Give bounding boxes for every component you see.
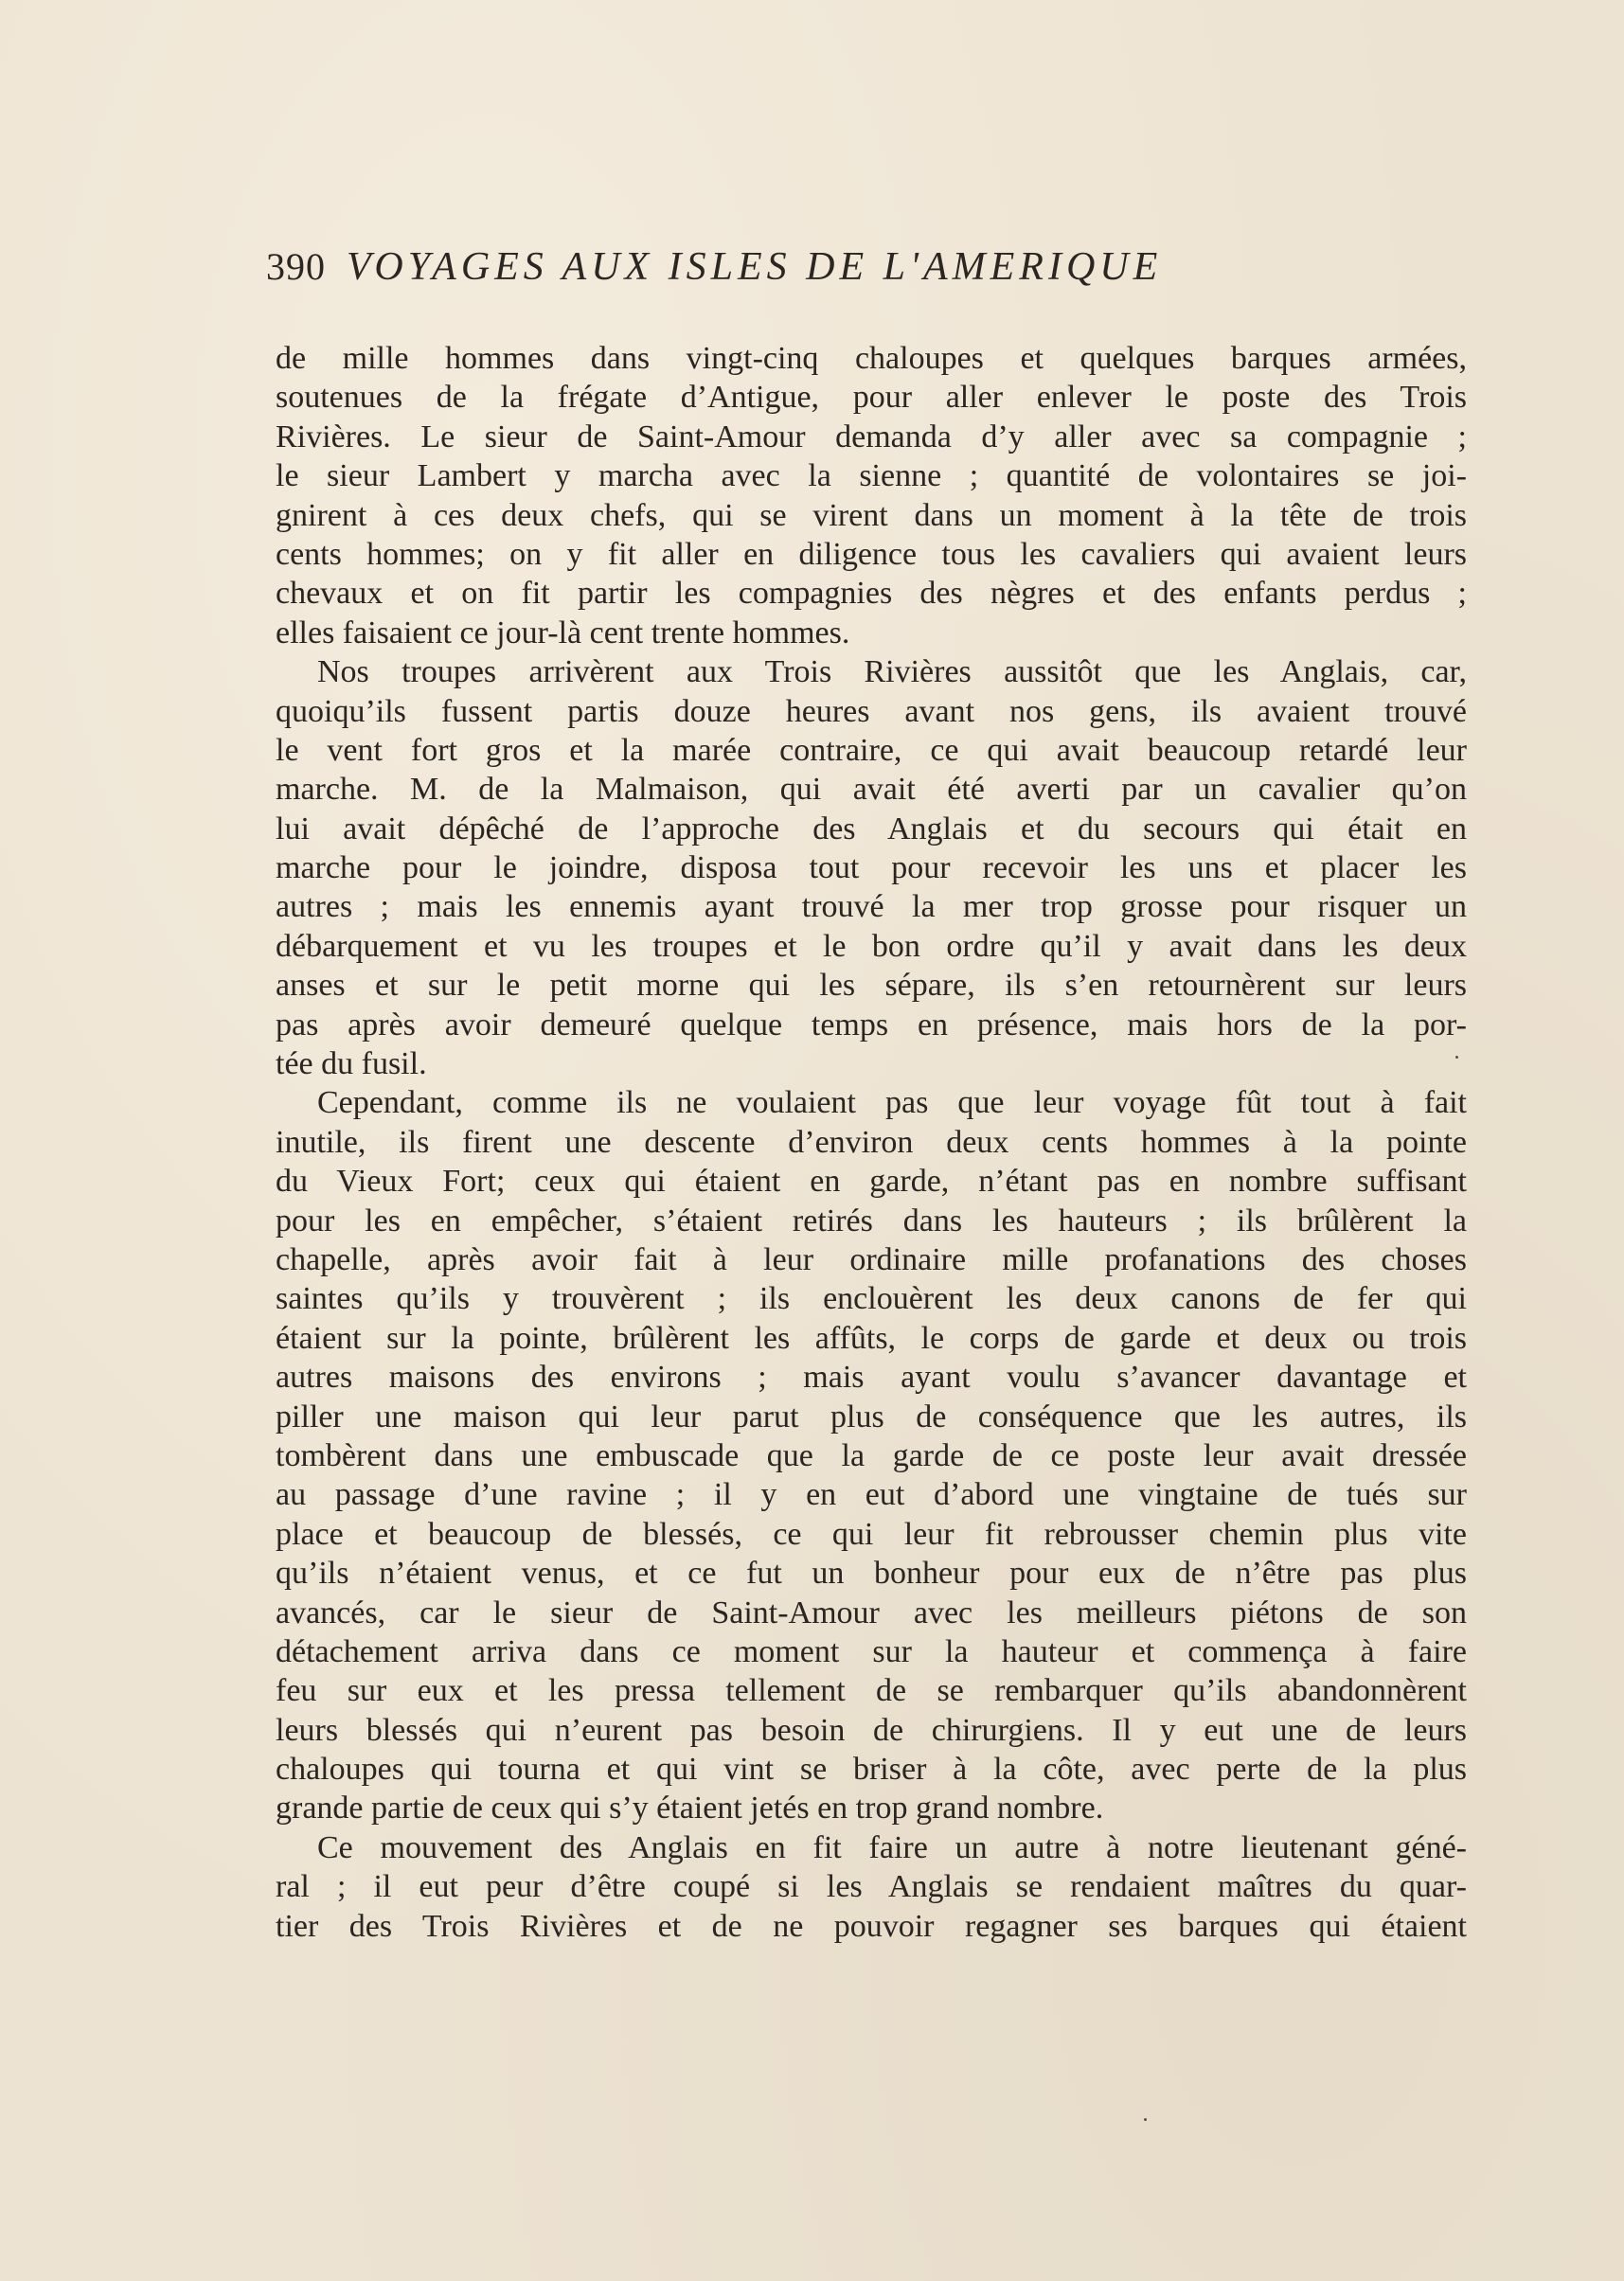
text-line: cents hommes; on y fit aller en diligence tous les cavaliers qui avaient leurs bbox=[276, 536, 1467, 572]
text-line: avancés, car le sieur de Saint-Amour avec les meilleurs piétons de son bbox=[276, 1595, 1467, 1631]
text-line: débarquement et vu les troupes et le bon ordre qu’il y avait dans les deux bbox=[276, 928, 1467, 964]
text-line: Ce mouvement des Anglais en fit faire un autre à notre lieutenant géné- bbox=[317, 1829, 1467, 1865]
text-line: anses et sur le petit morne qui les sépare, ils s’en retournèrent sur leurs bbox=[276, 968, 1467, 1004]
text-line: le vent fort gros et la marée contraire, ce qui avait beaucoup retardé leur bbox=[276, 732, 1467, 768]
text-line: autres maisons des environs ; mais ayant voulu s’avancer davantage et bbox=[276, 1360, 1467, 1396]
text-line: détachement arriva dans ce moment sur la hauteur et commença à faire bbox=[276, 1633, 1467, 1669]
text-line: elles faisaient ce jour-là cent trente hommes. bbox=[276, 615, 850, 650]
text-line: saintes qu’ils y trouvèrent ; ils enclouèrent les deux canons de fer qui bbox=[276, 1281, 1467, 1317]
text-line: tée du fusil. bbox=[276, 1046, 427, 1082]
text-line: autres ; mais les ennemis ayant trouvé la mer trop grosse pour risquer un bbox=[276, 889, 1467, 925]
text-line: Cependant, comme ils ne voulaient pas que leur voyage fût tout à fait bbox=[317, 1085, 1467, 1121]
text-line: de mille hommes dans vingt-cinq chaloupes et quelques barques armées, bbox=[276, 341, 1467, 376]
text-line: au passage d’une ravine ; il y en eut d’abord une vingtaine de tués sur bbox=[276, 1477, 1467, 1513]
text-line: pour les en empêcher, s’étaient retirés dans les hauteurs ; ils brûlèrent la bbox=[276, 1203, 1467, 1239]
body-text bbox=[276, 339, 1467, 1946]
text-line: du Vieux Fort; ceux qui étaient en garde, n’étant pas en nombre suffisant bbox=[276, 1164, 1467, 1200]
text-line: Rivières. Le sieur de Saint-Amour demanda d’y aller avec sa compagnie ; bbox=[276, 419, 1467, 454]
page-header bbox=[266, 244, 1383, 311]
print-speck bbox=[1455, 1056, 1458, 1059]
text-line: leurs blessés qui n’eurent pas besoin de chirurgiens. Il y eut une de leurs bbox=[276, 1712, 1467, 1748]
text-line: qu’ils n’étaient venus, et ce fut un bonheur pour eux de n’être pas plus bbox=[276, 1556, 1467, 1592]
text-line: chevaux et on fit partir les compagnies des nègres et des enfants perdus ; bbox=[276, 576, 1467, 612]
text-line: feu sur eux et les pressa tellement de se rembarquer qu’ils abandonnèrent bbox=[276, 1673, 1467, 1709]
text-line: étaient sur la pointe, brûlèrent les affûts, le corps de garde et deux ou trois bbox=[276, 1320, 1467, 1356]
text-line: quoiqu’ils fussent partis douze heures avant nos gens, ils avaient trouvé bbox=[276, 693, 1467, 729]
text-line: lui avait dépêché de l’approche des Anglais et du secours qui était en bbox=[276, 811, 1467, 846]
text-line: piller une maison qui leur parut plus de conséquence que les autres, ils bbox=[276, 1399, 1467, 1435]
text-line: grande partie de ceux qui s’y étaient jetés en trop grand nombre. bbox=[276, 1791, 1104, 1827]
text-line: tombèrent dans une embuscade que la garde de ce poste leur avait dressée bbox=[276, 1437, 1467, 1473]
text-line: Nos troupes arrivèrent aux Trois Rivières aussitôt que les Anglais, car, bbox=[317, 654, 1467, 690]
text-line: pas après avoir demeuré quelque temps en présence, mais hors de la por- bbox=[276, 1007, 1467, 1042]
text-line: ral ; il eut peur d’être coupé si les Anglais se rendaient maîtres du quar- bbox=[276, 1869, 1467, 1905]
text-line: soutenues de la frégate d’Antigue, pour aller enlever le poste des Trois bbox=[276, 380, 1467, 416]
running-title: VOYAGES AUX ISLES DE L'AMERIQUE bbox=[347, 245, 1163, 289]
text-line: marche pour le joindre, disposa tout pour recevoir les uns et placer les bbox=[276, 850, 1467, 886]
page-number: 390 bbox=[266, 245, 326, 288]
text-line: chapelle, après avoir fait à leur ordinaire mille profanations des choses bbox=[276, 1241, 1467, 1277]
text-line: le sieur Lambert y marcha avec la sienne ; quantité de volontaires se joi- bbox=[276, 458, 1467, 494]
text-line: tier des Trois Rivières et de ne pouvoir regagner ses barques qui étaient bbox=[276, 1908, 1467, 1944]
text-line: gnirent à ces deux chefs, qui se virent dans un moment à la tête de trois bbox=[276, 497, 1467, 533]
print-speck bbox=[1144, 2118, 1147, 2121]
text-line: marche. M. de la Malmaison, qui avait été averti par un cavalier qu’on bbox=[276, 772, 1467, 808]
text-line: place et beaucoup de blessés, ce qui leur fit rebrousser chemin plus vite bbox=[276, 1516, 1467, 1552]
text-line: inutile, ils firent une descente d’environ deux cents hommes à la pointe bbox=[276, 1124, 1467, 1160]
text-line: chaloupes qui tourna et qui vint se briser à la côte, avec perte de la plus bbox=[276, 1752, 1467, 1788]
